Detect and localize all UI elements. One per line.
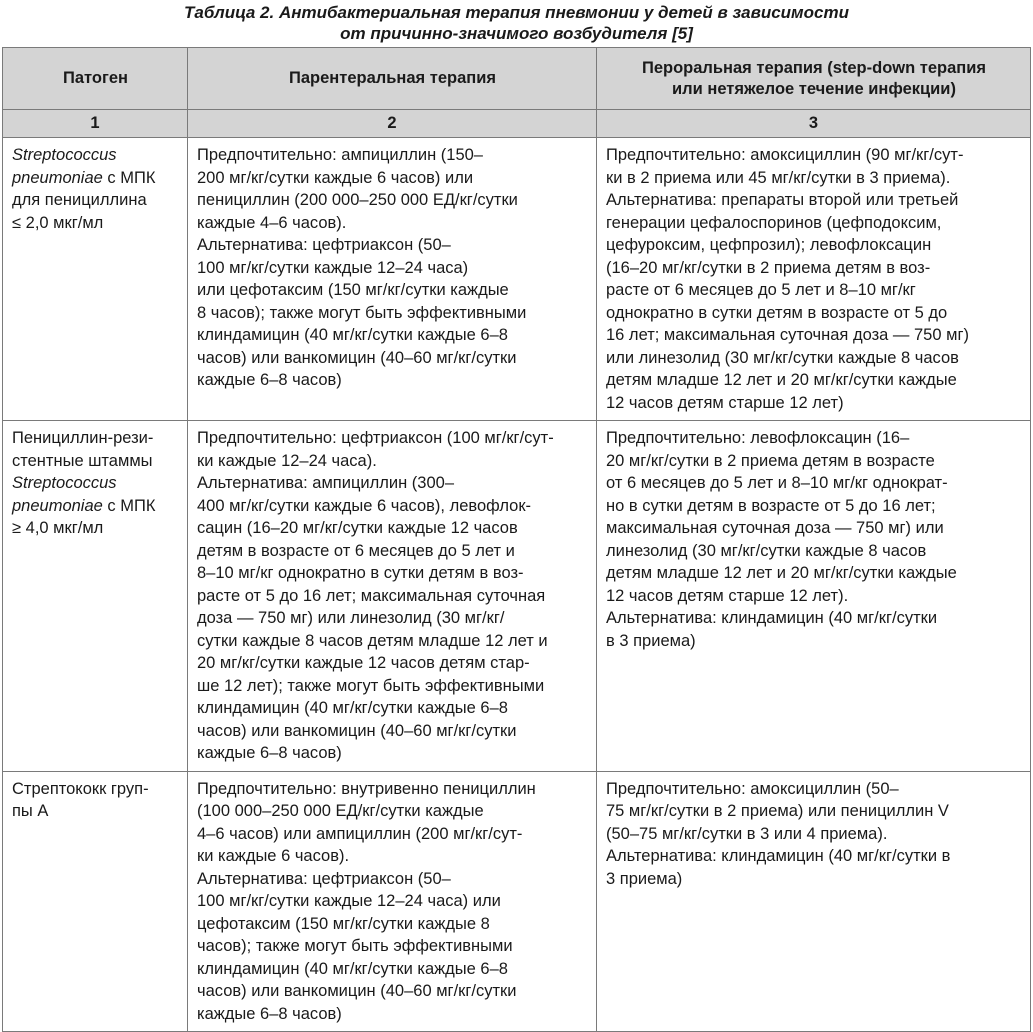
column-number-1: 1 [3, 110, 188, 138]
pathogen-line [12, 472, 179, 495]
oral-line: детям младше 12 лет и 20 мг/кг/сутки каждые [606, 564, 957, 582]
parenteral-line: клиндамицин (40 мг/кг/сутки каждые 6–8 [197, 326, 508, 344]
pathogen-cell [3, 138, 188, 421]
header-oral [597, 48, 1031, 110]
parenteral-line: каждые 4–6 часов). [197, 213, 347, 232]
oral-cell [597, 138, 1031, 421]
parenteral-line: 8–10 мг/кг однократно в сутки детям в воз- [197, 564, 524, 582]
pathogen-line [12, 144, 179, 167]
parenteral-line: клиндамицин (40 мг/кг/сутки каждые 6–8 [197, 959, 508, 978]
header-oral-line-2: или нетяжелое течение инфекции) [672, 79, 956, 98]
parenteral-line: 8 часов); также могут быть эффективными [197, 303, 527, 322]
oral-line: Предпочтительно: левофлоксацин (16– [606, 429, 910, 447]
oral-line: 75 мг/кг/сутки в 2 приема) или пенициллин V [606, 802, 949, 820]
parenteral-line: каждые 6–8 часов) [197, 371, 342, 389]
caption-line-1: Таблица 2. Антибактериальная терапия пневмонии у детей в зависимости [184, 3, 849, 22]
parenteral-line: или цефотаксим (150 мг/кг/сутки каждые [197, 281, 509, 299]
header-pathogen: Патоген [3, 48, 188, 110]
oral-line: (16–20 мг/кг/сутки в 2 приема детям в воз- [606, 258, 931, 277]
pathogen-name-part: pneumoniae [12, 496, 103, 515]
oral-line: цефуроксим, цефпрозил); левофлоксацин [606, 236, 932, 254]
table-caption [0, 0, 1033, 44]
column-number-2: 2 [188, 110, 597, 138]
oral-line: в 3 приема) [606, 631, 696, 650]
pathogen-line [12, 450, 179, 473]
oral-line: ки в 2 приема или 45 мг/кг/сутки в 3 приема). [606, 168, 951, 187]
parenteral-line: Альтернатива: цефтриаксон (50– [197, 236, 451, 254]
pathogen-name-part: ≥ 4,0 мкг/мл [12, 519, 104, 537]
parenteral-line: 200 мг/кг/сутки каждые 6 часов) или [197, 168, 474, 187]
oral-line: генерации цефалоспоринов (цефподоксим, [606, 213, 942, 232]
parenteral-cell [188, 771, 597, 1032]
oral-line: (50–75 мг/кг/сутки в 3 или 4 приема). [606, 824, 888, 843]
oral-line: 12 часов детям старше 12 лет) [606, 393, 844, 412]
antibacterial-therapy-table [2, 47, 1031, 1032]
parenteral-line: 20 мг/кг/сутки каждые 12 часов детям стар- [197, 654, 530, 672]
parenteral-line: расте от 5 до 16 лет; максимальная суточная [197, 586, 546, 605]
column-number-row [3, 110, 1031, 138]
oral-cell [597, 771, 1031, 1032]
pathogen-name-part: для пенициллина [12, 191, 147, 209]
oral-line: линезолид (30 мг/кг/сутки каждые 8 часов [606, 541, 927, 560]
table-row [3, 771, 1031, 1032]
parenteral-line: ки каждые 6 часов). [197, 847, 350, 865]
parenteral-line: каждые 6–8 часов) [197, 744, 342, 762]
pathogen-name-part: pneumoniae [12, 168, 103, 187]
oral-line: от 6 месяцев до 5 лет и 8–10 мг/кг однократ- [606, 474, 948, 492]
pathogen-cell [3, 771, 188, 1032]
oral-line: 3 приема) [606, 869, 683, 888]
parenteral-line: 100 мг/кг/сутки каждые 12–24 часа) [197, 258, 469, 277]
table-row [3, 138, 1031, 421]
parenteral-line: Предпочтительно: внутривенно пенициллин [197, 779, 536, 798]
parenteral-line: сацин (16–20 мг/кг/сутки каждые 12 часов [197, 519, 518, 537]
header-oral-line-1: Пероральная терапия (step-down терапия [641, 58, 987, 77]
pathogen-name-part: Streptococcus [12, 146, 117, 164]
pathogen-line [12, 517, 179, 540]
header-parenteral: Парентеральная терапия [188, 48, 597, 110]
oral-line: детям младше 12 лет и 20 мг/кг/сутки каждые [606, 371, 957, 389]
pathogen-line [12, 189, 179, 212]
parenteral-line: часов) или ванкомицин (40–60 мг/кг/сутки [197, 982, 517, 1000]
oral-line: расте от 6 месяцев до 5 лет и 8–10 мг/кг [606, 281, 916, 299]
pathogen-line [12, 427, 179, 450]
parenteral-cell [188, 138, 597, 421]
oral-line: или линезолид (30 мг/кг/сутки каждые 8 часов [606, 348, 959, 367]
parenteral-line: пенициллин (200 000–250 000 ЕД/кг/сутки [197, 191, 518, 209]
pathogen-name-part: Стрептококк груп- [12, 779, 149, 798]
parenteral-line: ки каждые 12–24 часа). [197, 451, 377, 470]
parenteral-line: клиндамицин (40 мг/кг/сутки каждые 6–8 [197, 699, 508, 717]
parenteral-line: Предпочтительно: цефтриаксон (100 мг/кг/сут- [197, 429, 554, 447]
caption-line-2: от причинно-значимого возбудителя [5] [340, 24, 693, 43]
parenteral-line: 4–6 часов) или ампициллин (200 мг/кг/сут- [197, 824, 523, 843]
pathogen-line [12, 800, 179, 823]
pathogen-name-part: ≤ 2,0 мкг/мл [12, 213, 104, 232]
oral-line: Предпочтительно: амоксициллин (90 мг/кг/сут- [606, 146, 964, 164]
oral-line: Альтернатива: препараты второй или третьей [606, 191, 959, 209]
parenteral-line: сутки каждые 8 часов детям младше 12 лет и [197, 631, 548, 650]
oral-line: однократно в сутки детям в возрасте от 5 до [606, 303, 948, 322]
pathogen-line [12, 167, 179, 190]
pathogen-line [12, 495, 179, 518]
oral-line: 16 лет; максимальная суточная доза — 750 мг) [606, 326, 969, 344]
pathogen-mic-label: с МПК [102, 168, 156, 187]
oral-line: 12 часов детям старше 12 лет). [606, 586, 849, 605]
parenteral-line: каждые 6–8 часов) [197, 1004, 342, 1023]
parenteral-line: Альтернатива: ампициллин (300– [197, 474, 454, 492]
oral-line: 20 мг/кг/сутки в 2 приема детям в возрасте [606, 451, 935, 470]
parenteral-line: ше 12 лет); также могут быть эффективными [197, 676, 545, 695]
oral-line: Альтернатива: клиндамицин (40 мг/кг/сутки в [606, 847, 951, 865]
parenteral-line: 400 мг/кг/сутки каждые 6 часов), левофлок- [197, 496, 532, 515]
oral-cell [597, 421, 1031, 772]
parenteral-line: часов) или ванкомицин (40–60 мг/кг/сутки [197, 721, 517, 740]
pathogen-line [12, 212, 179, 235]
parenteral-line: (100 000–250 000 ЕД/кг/сутки каждые [197, 802, 484, 820]
pathogen-name-part: стентные штаммы [12, 451, 153, 470]
oral-line: но в сутки детям в возрасте от 5 до 16 лет; [606, 496, 936, 515]
oral-line: максимальная суточная доза — 750 мг) или [606, 519, 944, 537]
pathogen-line [12, 778, 179, 801]
parenteral-line: часов) или ванкомицин (40–60 мг/кг/сутки [197, 348, 517, 367]
header-row [3, 48, 1031, 110]
column-number-3: 3 [597, 110, 1031, 138]
oral-line: Альтернатива: клиндамицин (40 мг/кг/сутки [606, 609, 938, 627]
parenteral-line: цефотаксим (150 мг/кг/сутки каждые 8 [197, 914, 490, 933]
table-row [3, 421, 1031, 772]
parenteral-line: доза — 750 мг) или линезолид (30 мг/кг/ [197, 609, 505, 627]
parenteral-line: часов); также могут быть эффективными [197, 937, 513, 955]
pathogen-mic-label: с МПК [102, 496, 156, 515]
parenteral-line: 100 мг/кг/сутки каждые 12–24 часа) или [197, 892, 501, 910]
oral-line: Предпочтительно: амоксициллин (50– [606, 779, 899, 798]
parenteral-line: детям в возрасте от 6 месяцев до 5 лет и [197, 541, 515, 560]
pathogen-name-part: пы А [12, 802, 49, 820]
pathogen-cell [3, 421, 188, 772]
pathogen-name-part: Streptococcus [12, 474, 117, 492]
pathogen-name-part: Пенициллин-рези- [12, 429, 154, 447]
parenteral-line: Альтернатива: цефтриаксон (50– [197, 869, 451, 888]
parenteral-cell [188, 421, 597, 772]
parenteral-line: Предпочтительно: ампициллин (150– [197, 146, 483, 164]
